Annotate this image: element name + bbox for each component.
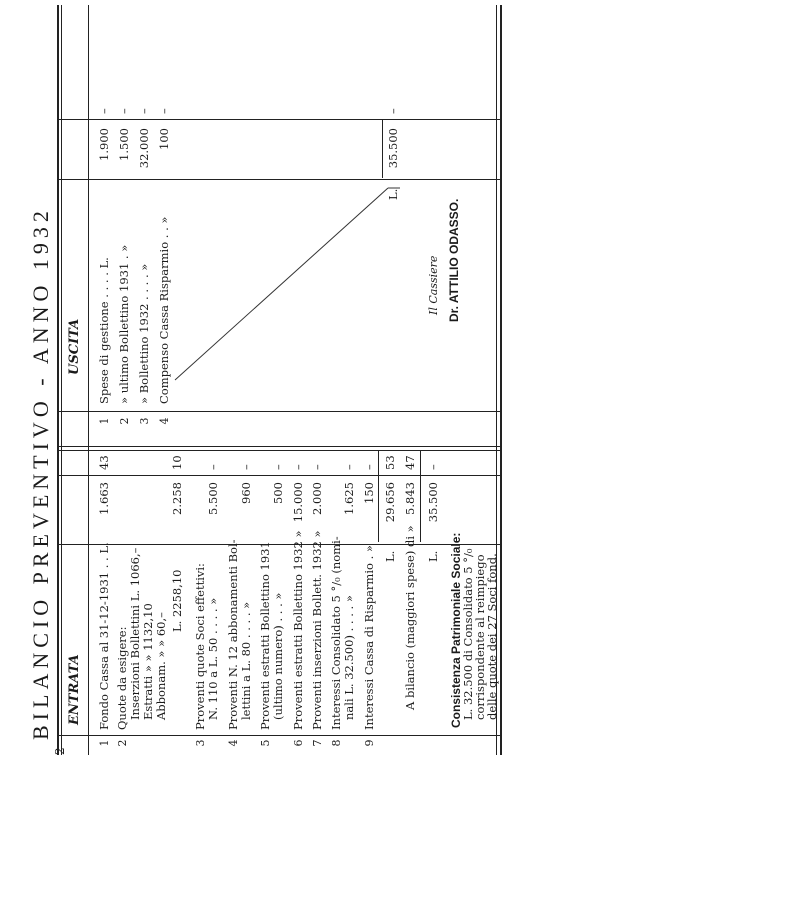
entrata-row-cents: 43 xyxy=(97,455,111,470)
subtotal-rule xyxy=(378,451,379,542)
entrata-end-line xyxy=(57,450,502,451)
entrata-total-label: L. xyxy=(426,550,440,562)
uscita-row-amount: 32.000 xyxy=(137,128,151,169)
entrata-row-amount: 1.625 xyxy=(342,482,356,515)
page-number: 2 xyxy=(53,747,67,755)
entrata-total-cents: – xyxy=(426,464,440,470)
uscita-row-label: » ultimo Bollettino 1931 . » xyxy=(117,244,131,404)
uscita-total-label: L. xyxy=(386,188,400,200)
entrata-row-cents: 10 xyxy=(170,455,184,470)
entrata-subtotal-label: L. xyxy=(383,550,397,562)
entrata-row-label: Interessi Cassa di Risparmio . » xyxy=(362,545,376,730)
consistenza-line: corrispondente al reimpiego xyxy=(473,554,487,720)
entrata-row-amount: 500 xyxy=(271,482,285,504)
entrata-row-label: Interessi Consolidato 5 °/₀ (nomi- xyxy=(329,536,343,730)
entrata-balance-cents: 47 xyxy=(403,455,417,470)
entrata-row-cents: – xyxy=(291,464,305,470)
entrata-row-amount: 960 xyxy=(239,482,253,504)
signature-role: Il Cassiere xyxy=(427,255,440,315)
entrata-row-label: lettini a L. 80 . . . . » xyxy=(239,601,253,720)
diagonal-fill-line xyxy=(60,0,500,450)
entrata-amount-col-line xyxy=(57,544,502,545)
uscita-row-label: Compenso Cassa Risparmio . . » xyxy=(157,216,171,404)
uscita-row-label: » Bollettino 1932 . . . . » xyxy=(137,263,151,404)
entrata-row-label: Abbonam. » » 60,– xyxy=(154,612,168,720)
uscita-row-amount: 1.500 xyxy=(117,128,131,161)
entrata-row-amount: 2.000 xyxy=(310,482,324,515)
entrata-row-amount: 150 xyxy=(362,482,376,504)
entrata-cents-col-line xyxy=(57,475,502,476)
entrata-row-cents: – xyxy=(206,464,220,470)
table-bottom-rule-outer xyxy=(500,5,502,755)
entrata-row-label: nali L. 32.500) . . . . » xyxy=(342,595,356,720)
uscita-total-cents: – xyxy=(386,108,400,114)
uscita-total-rule xyxy=(382,120,383,178)
entrata-row-number: 7 xyxy=(311,739,324,747)
signature-name: Dr. ATTILIO ODASSO. xyxy=(447,198,461,322)
entrata-row-label: L. 2258,10 xyxy=(170,569,184,632)
uscita-row-number: 4 xyxy=(158,417,171,425)
entrata-total-amount: 35.500 xyxy=(426,482,440,523)
entrata-row-label: Proventi estratti Bollettino 1931 xyxy=(258,541,272,730)
entrata-row-label: Proventi quote Soci effettivi: xyxy=(193,563,207,730)
uscita-row-number: 1 xyxy=(98,417,111,425)
entrata-row-label: Inserzioni Bollettini L. 1066,– xyxy=(128,547,142,720)
uscita-heading: USCITA xyxy=(67,318,82,375)
entrata-row-label: Quote da esigere: xyxy=(115,626,129,730)
entrata-row-cents: – xyxy=(342,464,356,470)
entrata-row-amount: 5.500 xyxy=(206,482,220,515)
entrata-row-label: Proventi estratti Bollettino 1932 » xyxy=(291,530,305,730)
entrata-row-number: 3 xyxy=(194,739,207,747)
entrata-row-cents: – xyxy=(362,464,376,470)
entrata-row-label: Fondo Cassa al 31-12-1931 . . L. xyxy=(97,542,111,730)
entrata-row-number: 1 xyxy=(98,739,111,747)
uscita-row-number: 2 xyxy=(118,417,131,425)
entrata-row-number: 5 xyxy=(259,739,272,747)
uscita-row-number: 3 xyxy=(138,417,151,425)
entrata-row-cents: – xyxy=(271,464,285,470)
entrata-row-amount: 2.258 xyxy=(170,482,184,515)
uscita-row-amount: 1.900 xyxy=(97,128,111,161)
table-top-rule xyxy=(57,5,59,755)
entrata-row-number: 8 xyxy=(330,739,343,747)
entrata-row-amount: 1.663 xyxy=(97,482,111,515)
uscita-row-label: Spese di gestione . . . . L. xyxy=(97,257,111,404)
entrata-row-number: 6 xyxy=(292,739,305,747)
uscita-total-amount: 35.500 xyxy=(386,128,400,169)
entrata-row-number: 9 xyxy=(363,739,376,747)
entrata-row-cents: – xyxy=(310,464,324,470)
entrata-row-label: (ultimo numero) . . . » xyxy=(271,592,285,720)
uscita-row-cents: – xyxy=(157,108,171,114)
entrata-subtotal-amount: 29.656 xyxy=(383,482,397,523)
entrata-row-label: N. 110 a L. 50 . . . . » xyxy=(206,597,220,720)
entrata-row-label: Estratti » » 1132,10 xyxy=(141,603,155,720)
entrata-row-number: 2 xyxy=(116,739,129,747)
uscita-row-cents: – xyxy=(97,108,111,114)
entrata-row-cents: – xyxy=(239,464,253,470)
page-title: BILANCIO PREVENTIVO - ANNO 1932 xyxy=(28,206,53,740)
entrata-heading: ENTRATA xyxy=(67,654,82,725)
consistenza-line: delle quote dei 27 Soci fond. xyxy=(485,553,499,720)
entrata-balance-amount: 5.843 xyxy=(403,482,417,515)
entrata-balance-label: A bilancio (maggiori spese) di » xyxy=(403,525,417,710)
entrata-row-amount: 15.000 xyxy=(291,482,305,523)
uscita-row-cents: – xyxy=(117,108,131,114)
entrata-subtotal-cents: 53 xyxy=(383,455,397,470)
consistenza-title: Consistenza Patrimoniale Sociale: xyxy=(449,532,463,728)
entrata-row-label: Proventi N. 12 abbonamenti Bol- xyxy=(226,539,240,730)
uscita-row-amount: 100 xyxy=(157,128,171,150)
consistenza-line: L. 32.500 di Consolidato 5 °/₀ xyxy=(461,548,475,720)
uscita-row-cents: – xyxy=(137,108,151,114)
total-rule xyxy=(420,451,421,542)
entrata-row-number: 4 xyxy=(227,739,240,747)
entrata-row-label: Proventi inserzioni Bollett. 1932 » xyxy=(310,530,324,730)
